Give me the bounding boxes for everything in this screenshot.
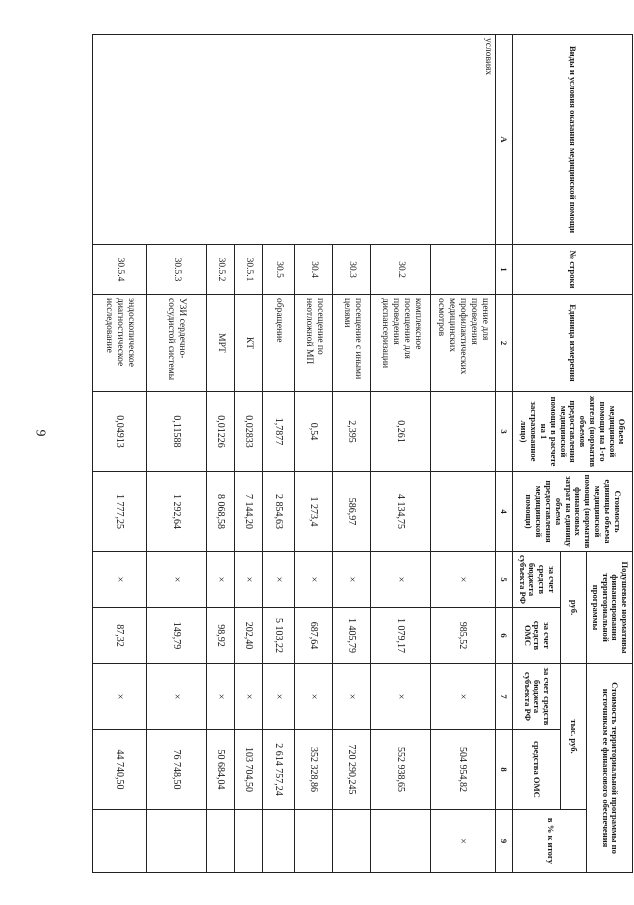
cell-norm-oms: 149,79 — [147, 608, 207, 664]
cell-norm-oms: 87,32 — [93, 608, 147, 664]
header-cost-oms: средства ОМС — [513, 730, 561, 810]
financing-table — [92, 34, 633, 873]
cell-cost-oms: 552 938,65 — [371, 730, 431, 810]
header-rub: руб. — [560, 552, 587, 664]
cell-cost-budget: × — [430, 664, 495, 730]
col-number: 1 — [495, 245, 512, 295]
cell-norm-budget: × — [93, 552, 147, 608]
cell-unit: эндоскопическое диагностическое исследование — [93, 295, 147, 392]
header-volume: Объем медицинской помощи на 1-го жителя (норматив объемов предоставления медицинской помощи в расчете на 1 застрахованное лицо) — [513, 392, 633, 472]
cell-cost: 1 292,64 — [147, 472, 207, 552]
cell-line: 30.5.2 — [206, 245, 234, 295]
col-number: 8 — [495, 730, 512, 810]
col-number: 7 — [495, 664, 512, 730]
cell-percent — [147, 810, 207, 873]
cell-percent: × — [430, 810, 495, 873]
cell-cost: 8 068,58 — [206, 472, 234, 552]
cell-norm-budget: × — [206, 552, 234, 608]
header-kinds-conditions: Виды и условия оказания медицинской помощи — [513, 35, 633, 245]
cell-cost-budget: × — [333, 664, 371, 730]
cell-cost: 1 777,25 — [93, 472, 147, 552]
header-program-cost: Стоимость территориальной программы по источникам ее финансового обеспечения — [587, 664, 633, 873]
cell-cost-budget: × — [295, 664, 333, 730]
cell-unit: посещение с иными целями — [333, 295, 371, 392]
header-unit-cost: Стоимость единицы объема медицинской помощи (норматив финансовых затрат на единицу объема предоставления медицинской помощи) — [513, 472, 633, 552]
cell-volume: 1,7877 — [263, 392, 295, 472]
cell-unit: КТ — [234, 295, 262, 392]
cell-cost-oms: 504 954,82 — [430, 730, 495, 810]
cell-unit: комплексное посещение для проведения диспансеризации — [371, 295, 431, 392]
cell-percent — [93, 810, 147, 873]
cell-norm-budget: × — [234, 552, 262, 608]
cell-cost-oms: 720 290,245 — [333, 730, 371, 810]
rotated-table-wrapper — [92, 34, 633, 872]
cell-norm-budget: × — [147, 552, 207, 608]
cell-line: 30.2 — [371, 245, 431, 295]
cell-cost: 7 144,20 — [234, 472, 262, 552]
cell-norm-budget: × — [430, 552, 495, 608]
cell-unit: посещение по неотложной МП — [295, 295, 333, 392]
cell-cost-oms: 44 740,50 — [93, 730, 147, 810]
col-number: 2 — [495, 295, 512, 392]
header-percent: в % к итогу — [513, 810, 587, 873]
cell-norm-budget: × — [371, 552, 431, 608]
cell-cost: 2 854,63 — [263, 472, 295, 552]
col-number: 6 — [495, 608, 512, 664]
cell-line: 30.3 — [333, 245, 371, 295]
cell-percent — [263, 810, 295, 873]
cell-cost-budget: × — [93, 664, 147, 730]
cell-volume: 0,261 — [371, 392, 431, 472]
page-number: 9 — [32, 429, 48, 437]
cell-unit: щение для проведения профилактических медицинских осмотров — [430, 295, 495, 392]
cell-norm-oms: 98,92 — [206, 608, 234, 664]
header-cost-budget: за счет средств бюджета субъекта РФ — [513, 664, 561, 730]
cell-percent — [234, 810, 262, 873]
header-line-number: № строки — [513, 245, 633, 295]
cell-norm-budget: × — [295, 552, 333, 608]
header-unit: Единица измерения — [513, 295, 633, 392]
cell-line: 30.5 — [263, 245, 295, 295]
cell-norm-oms: 1 079,17 — [371, 608, 431, 664]
cell-volume: 0,11588 — [147, 392, 207, 472]
cell-norm-oms: 687,64 — [295, 608, 333, 664]
section-label: условиях — [93, 35, 496, 245]
col-number: А — [495, 35, 512, 245]
cell-norm-budget: × — [263, 552, 295, 608]
cell-cost-budget: × — [234, 664, 262, 730]
col-number: 3 — [495, 392, 512, 472]
cell-cost: 586,97 — [333, 472, 371, 552]
cell-volume — [430, 392, 495, 472]
col-number: 4 — [495, 472, 512, 552]
cell-cost-oms: 352 328,86 — [295, 730, 333, 810]
header-per-capita-norms: Подушевые нормативы финансирования территориальной программы — [587, 552, 633, 664]
cell-cost-budget: × — [263, 664, 295, 730]
cell-norm-oms: 985,52 — [430, 608, 495, 664]
cell-volume: 0,04913 — [93, 392, 147, 472]
cell-percent — [206, 810, 234, 873]
header-norm-budget: за счет средств бюджета субъекта РФ — [513, 552, 561, 608]
cell-line: 30.4 — [295, 245, 333, 295]
col-number: 5 — [495, 552, 512, 608]
cell-cost — [430, 472, 495, 552]
cell-cost: 4 134,75 — [371, 472, 431, 552]
cell-norm-oms: 1 405,79 — [333, 608, 371, 664]
cell-unit: УЗИ сердечно-сосудистой системы — [147, 295, 207, 392]
cell-volume: 0,02833 — [234, 392, 262, 472]
cell-norm-oms: 5 103,22 — [263, 608, 295, 664]
cell-cost-budget: × — [147, 664, 207, 730]
cell-cost: 1 273,4 — [295, 472, 333, 552]
cell-volume: 2,395 — [333, 392, 371, 472]
cell-norm-budget: × — [333, 552, 371, 608]
cell-percent — [333, 810, 371, 873]
cell-percent — [371, 810, 431, 873]
cell-norm-oms: 202,40 — [234, 608, 262, 664]
cell-unit: обращение — [263, 295, 295, 392]
cell-cost-budget: × — [371, 664, 431, 730]
col-number: 9 — [495, 810, 512, 873]
cell-line: 30.5.4 — [93, 245, 147, 295]
cell-cost-oms: 2 614 757,24 — [263, 730, 295, 810]
header-norm-oms: за счет средств ОМС — [513, 608, 561, 664]
cell-cost-oms: 103 704,50 — [234, 730, 262, 810]
cell-cost-oms: 76 748,50 — [147, 730, 207, 810]
cell-cost-oms: 50 684,04 — [206, 730, 234, 810]
cell-cost-budget: × — [206, 664, 234, 730]
cell-volume: 0,01226 — [206, 392, 234, 472]
cell-percent — [295, 810, 333, 873]
cell-line: 30.5.1 — [234, 245, 262, 295]
cell-volume: 0,54 — [295, 392, 333, 472]
cell-unit: МРТ — [206, 295, 234, 392]
header-thous-rub: тыс. руб. — [560, 664, 587, 810]
cell-line: 30.5.3 — [147, 245, 207, 295]
cell-line — [430, 245, 495, 295]
